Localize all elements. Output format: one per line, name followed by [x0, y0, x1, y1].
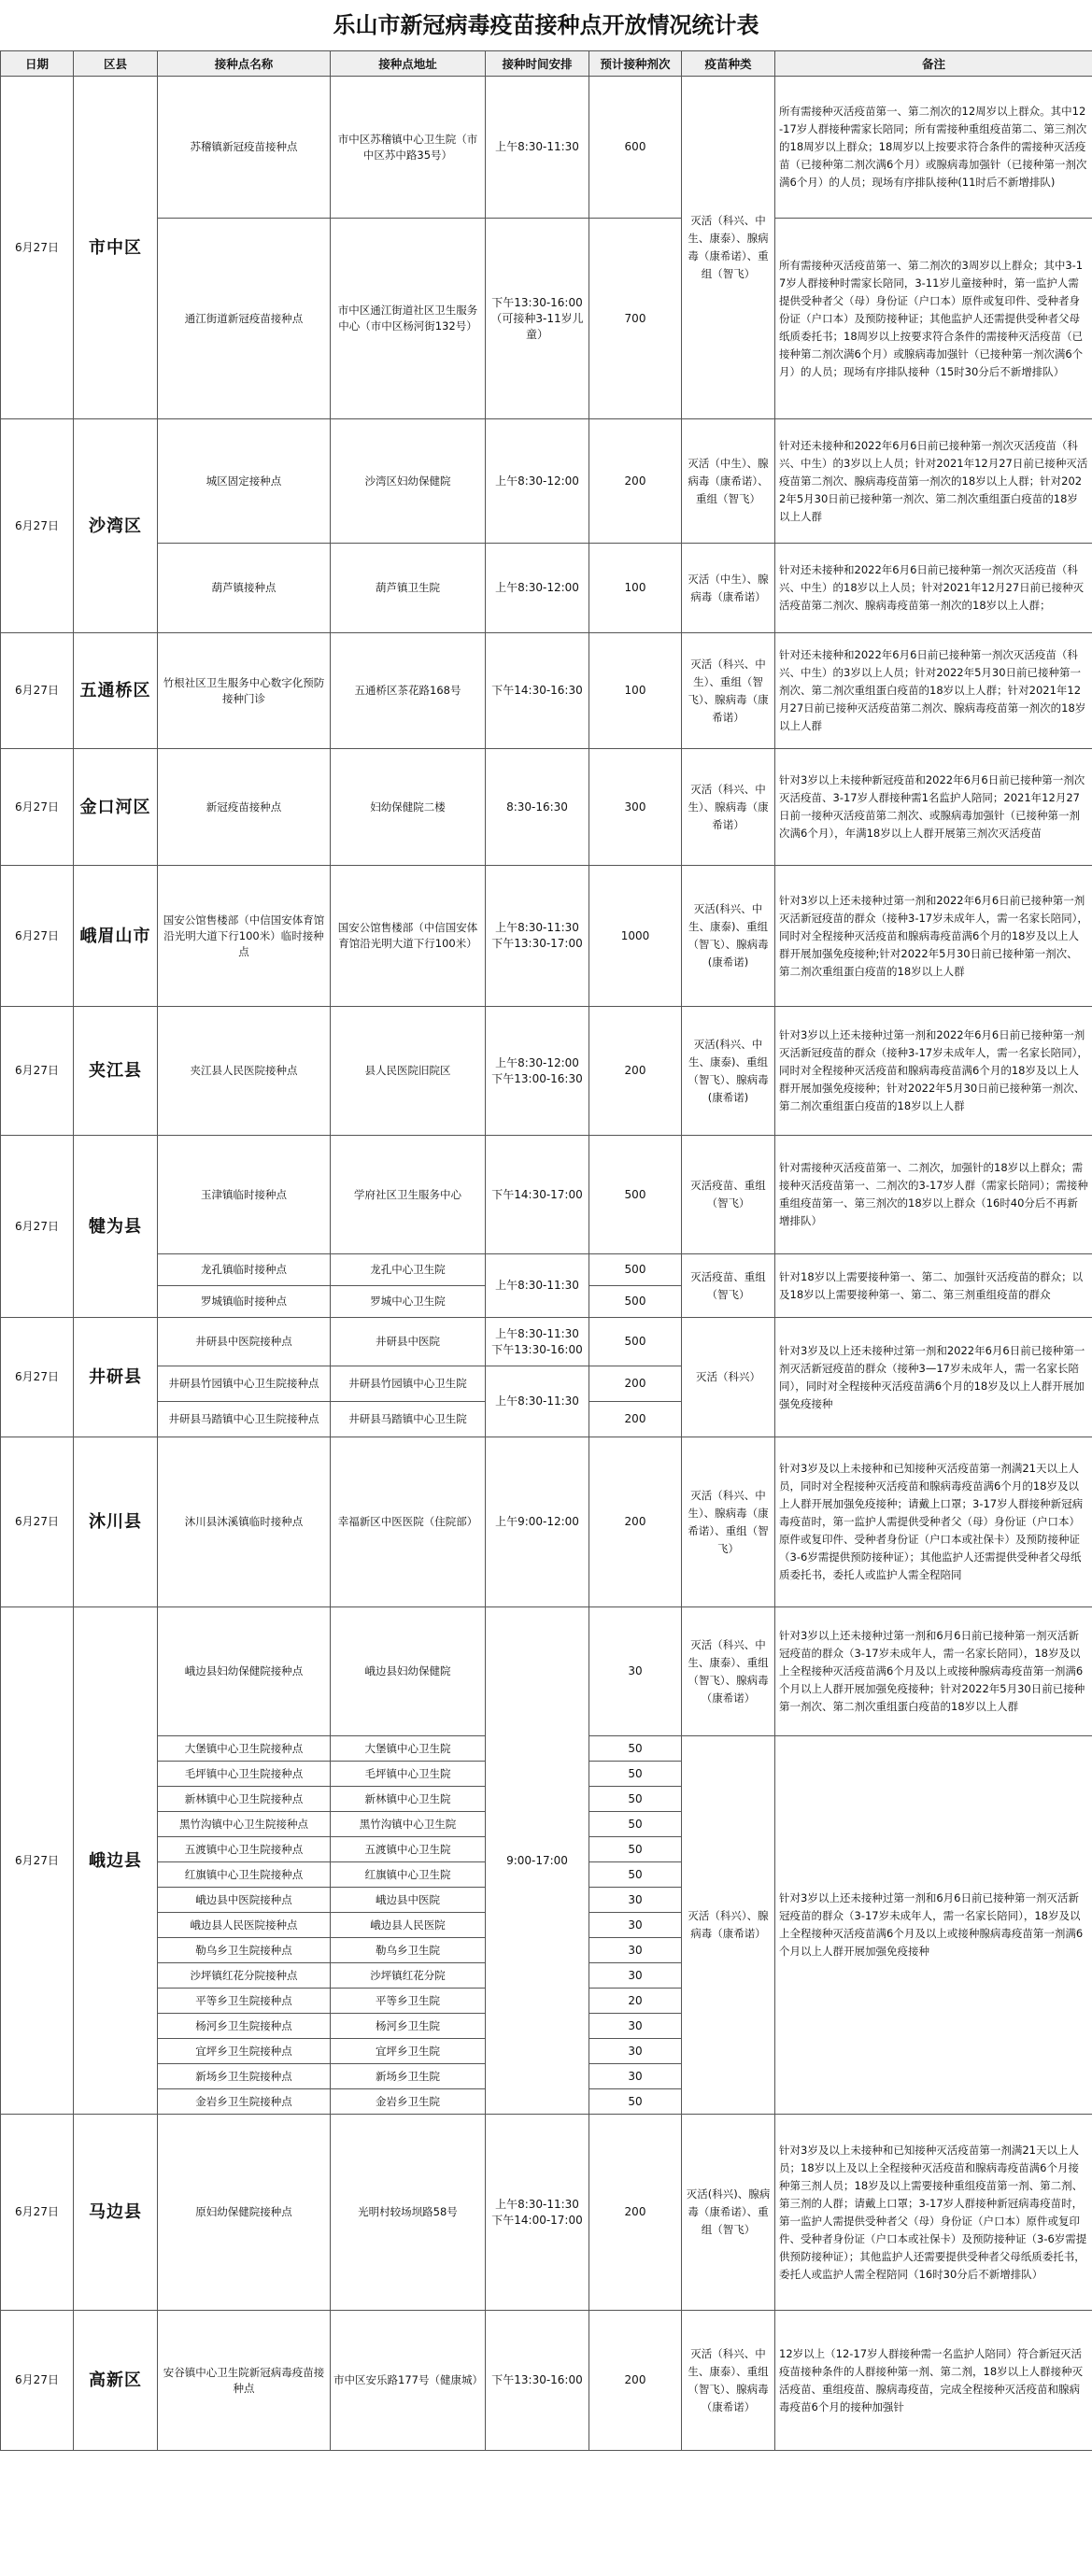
header-date: 日期 [1, 51, 74, 77]
vaccination-table [0, 50, 1092, 2451]
site-address: 市中区通江街道社区卫生服务中心（市中区杨河街132号） [331, 219, 486, 419]
header-site-name: 接种点名称 [158, 51, 331, 77]
site-address: 葫芦镇卫生院 [331, 544, 486, 633]
site-address: 峨边县妇幼保健院 [331, 1607, 486, 1736]
site-doses: 500 [589, 1286, 682, 1318]
date-cell: 6月27日 [1, 1437, 74, 1607]
district-mabian: 马边县 [74, 2115, 158, 2311]
site-address: 红旗镇中心卫生院 [331, 1862, 486, 1888]
date-cell: 6月27日 [1, 1607, 74, 2115]
site-address: 井研县马踏镇中心卫生院 [331, 1402, 486, 1437]
header-doses: 预计接种剂次 [589, 51, 682, 77]
site-time: 上午8:30-12:00 [486, 419, 589, 544]
site-note: 针对3岁以上未接种新冠疫苗和2022年6月6日前已接种第一剂次灭活疫苗、3-17岁人群接种需1名监护人陪同；2021年12月27日前一接种灭活疫苗第二剂次、或腺病毒加强针（已接种第一剂次满6个月），年满18岁以上人群开展第三剂次灭活疫苗 [775, 749, 1092, 866]
site-address: 市中区安乐路177号（健康城） [331, 2311, 486, 2451]
district-shawan: 沙湾区 [74, 419, 158, 633]
site-doses: 50 [589, 1837, 682, 1862]
site-address: 勒乌乡卫生院 [331, 1938, 486, 1963]
site-doses: 100 [589, 544, 682, 633]
district-jiajiang: 夹江县 [74, 1007, 158, 1136]
site-doses: 200 [589, 1366, 682, 1402]
site-name: 井研县竹园镇中心卫生院接种点 [158, 1366, 331, 1402]
table-row [1, 1254, 1092, 1286]
site-address: 峨边县中医院 [331, 1888, 486, 1913]
site-address: 市中区苏稽镇中心卫生院（市中区苏中路35号） [331, 77, 486, 219]
vaccine-type: 灭活疫苗、重组（智飞） [682, 1254, 775, 1318]
district-gaoxin: 高新区 [74, 2311, 158, 2451]
vaccine-type: 灭活（科兴）、腺病毒（康希诺） [682, 1736, 775, 2115]
site-doses: 30 [589, 2039, 682, 2064]
site-name: 竹根社区卫生服务中心数字化预防接种门诊 [158, 633, 331, 749]
site-name: 红旗镇中心卫生院接种点 [158, 1862, 331, 1888]
date-cell: 6月27日 [1, 749, 74, 866]
site-doses: 30 [589, 1938, 682, 1963]
site-doses: 30 [589, 2064, 682, 2089]
table-row [1, 2311, 1092, 2451]
table-row [1, 1318, 1092, 1366]
site-note: 针对3岁以上还未接种过第一剂和6月6日前已接种第一剂灭活新冠疫苗的群众（3-17岁未成年人，需一名家长陪同），18岁及以上全程接种灭活疫苗满6个月及以上或接种腺病毒疫苗第一剂满6个月以上人群开展加强免疫接种；针对2022年5月30日前已接种第一剂次、第二剂次重组蛋白疫苗的18岁以上人群 [775, 1607, 1092, 1736]
date-cell: 6月27日 [1, 866, 74, 1007]
site-note: 针对18岁以上需要接种第一、第二、加强针灭活疫苗的群众；以及18岁以上需要接种第一、第二、第三剂重组疫苗的群众 [775, 1254, 1092, 1318]
site-name: 峨边县人民医院接种点 [158, 1913, 331, 1938]
vaccine-type: 灭活（科兴、中生、康泰）、重组（智飞）、腺病毒（康希诺） [682, 1607, 775, 1736]
site-time: 上午8:30-11:30 下午14:00-17:00 [486, 2115, 589, 2311]
site-note: 针对3岁及以上还未接种过第一剂和2022年6月6日前已接种第一剂灭活新冠疫苗的群众（接种3—17岁未成年人，需一名家长陪同），同时对全程接种灭活疫苗满6个月的18岁及以上人群开展加强免疫接种 [775, 1318, 1092, 1437]
site-time: 下午13:30-16:00 [486, 2311, 589, 2451]
vaccine-type: 灭活(科兴、中生、康泰)、重组（智飞）、腺病毒(康希诺) [682, 866, 775, 1007]
date-cell: 6月27日 [1, 2115, 74, 2311]
site-address: 宜坪乡卫生院 [331, 2039, 486, 2064]
site-time: 上午8:30-11:30 [486, 1366, 589, 1437]
site-name: 罗城镇临时接种点 [158, 1286, 331, 1318]
vaccine-type: 灭活（科兴、中生、康泰）、重组（智飞）、腺病毒（康希诺） [682, 2311, 775, 2451]
site-name: 安谷镇中心卫生院新冠病毒疫苗接种点 [158, 2311, 331, 2451]
site-address: 井研县中医院 [331, 1318, 486, 1366]
site-doses: 700 [589, 219, 682, 419]
site-address: 黑竹沟镇中心卫生院 [331, 1812, 486, 1837]
site-name: 新场乡卫生院接种点 [158, 2064, 331, 2089]
site-name: 井研县中医院接种点 [158, 1318, 331, 1366]
site-note: 针对3岁以上还未接种过第一剂和2022年6月6日前已接种第一剂灭活新冠疫苗的群众（接种3-17岁未成年人，需一名家长陪同），同时对全程接种灭活疫苗和腺病毒疫苗满6个月的18岁及以上人群开展加强免疫接种;针对2022年5月30日前已接种第一剂次、第二剂次重组蛋白疫苗的18岁以上人群 [775, 866, 1092, 1007]
vaccine-type: 灭活（科兴、中生）、腺病毒（康希诺）、重组（智飞） [682, 1437, 775, 1607]
site-note: 针对还未接种和2022年6月6日前已接种第一剂次灭活疫苗（科兴、中生）的3岁以上人员；针对2021年12月27日前已接种灭活疫苗第二剂次、腺病毒疫苗第一剂次的18岁以上人群；针对2022年5月30日前已接种第一剂次、第二剂次重组蛋白疫苗的18岁以上人群 [775, 419, 1092, 544]
site-address: 杨河乡卫生院 [331, 2014, 486, 2039]
site-address: 幸福新区中医医院（住院部） [331, 1437, 486, 1607]
site-note: 针对3岁及以上未接种和已知接种灭活疫苗第一剂满21天以上人员；18岁以上及以上全程接种灭活疫苗和腺病毒疫苗满6个月接种第三剂人员；18岁及以上需要接种重组疫苗第一剂、第二剂、第三剂的人群；请戴上口罩；3-17岁人群接种新冠病毒疫苗时，第一监护人需提供受种者父（母）身份证（户口本）原件或复印件、受种者身份证（户口本或社保卡）及预防接种证（3-6岁需提供预防接种证）；其他监护人还需要提供受种者父母纸质委托书，委托人或监护人需全程陪同（16时30分后不新增排队） [775, 2115, 1092, 2311]
site-doses: 200 [589, 2115, 682, 2311]
table-row [1, 419, 1092, 544]
site-address: 光明村较场坝路58号 [331, 2115, 486, 2311]
site-address: 五通桥区茶花路168号 [331, 633, 486, 749]
site-note: 针对3岁以上还未接种过第一剂和6月6日前已接种第一剂灭活新冠疫苗的群众（3-17岁未成年人，需一名家长陪同），18岁及以上全程接种灭活疫苗满6个月及以上或接种腺病毒疫苗第一剂满6个月以上人群开展加强免疫接种 [775, 1736, 1092, 2115]
site-doses: 200 [589, 2311, 682, 2451]
vaccine-type: 灭活疫苗、重组（智飞） [682, 1136, 775, 1254]
site-name: 五渡镇中心卫生院接种点 [158, 1837, 331, 1862]
table-row [1, 633, 1092, 749]
table-row [1, 2115, 1092, 2311]
site-doses: 500 [589, 1318, 682, 1366]
site-time: 上午8:30-12:00 [486, 544, 589, 633]
site-name: 葫芦镇接种点 [158, 544, 331, 633]
site-doses: 30 [589, 1963, 682, 1989]
site-address: 罗城中心卫生院 [331, 1286, 486, 1318]
site-doses: 200 [589, 1437, 682, 1607]
site-name: 杨河乡卫生院接种点 [158, 2014, 331, 2039]
site-address: 峨边县人民医院 [331, 1913, 486, 1938]
vaccine-type: 灭活（科兴、中生）、重组（智飞）、腺病毒（康希诺） [682, 633, 775, 749]
site-doses: 500 [589, 1254, 682, 1286]
site-name: 新冠疫苗接种点 [158, 749, 331, 866]
site-doses: 30 [589, 1913, 682, 1938]
site-note: 针对3岁及以上未接种和已知接种灭活疫苗第一剂满21天以上人员，同时对全程接种灭活疫苗和腺病毒疫苗满6个月的18岁及以上人群开展加强免疫接种；请戴上口罩；3-17岁人群接种新冠病毒疫苗时，第一监护人需提供受种者父（母）身份证（户口本）原件或复印件、受种者身份证（户口本或社保卡）及预防接种证（3-6岁需提供预防接种证）；其他监护人还需提供受种者父母纸质委托书，委托人或监护人需全程陪同 [775, 1437, 1092, 1607]
district-qianwei: 犍为县 [74, 1136, 158, 1318]
table-row [1, 219, 1092, 419]
site-doses: 200 [589, 419, 682, 544]
site-address: 平等乡卫生院 [331, 1989, 486, 2014]
date-cell: 6月27日 [1, 1007, 74, 1136]
site-name: 宜坪乡卫生院接种点 [158, 2039, 331, 2064]
site-address: 沙坪镇红花分院 [331, 1963, 486, 1989]
site-doses: 30 [589, 1607, 682, 1736]
site-address: 龙孔中心卫生院 [331, 1254, 486, 1286]
header-time: 接种时间安排 [486, 51, 589, 77]
site-address: 学府社区卫生服务中心 [331, 1136, 486, 1254]
site-name: 井研县马踏镇中心卫生院接种点 [158, 1402, 331, 1437]
date-cell: 6月27日 [1, 419, 74, 633]
site-name: 沐川县沐溪镇临时接种点 [158, 1437, 331, 1607]
site-name: 峨边县妇幼保健院接种点 [158, 1607, 331, 1736]
site-address: 井研县竹园镇中心卫生院 [331, 1366, 486, 1402]
site-doses: 1000 [589, 866, 682, 1007]
date-cell: 6月27日 [1, 1318, 74, 1437]
site-time: 上午9:00-12:00 [486, 1437, 589, 1607]
site-doses: 30 [589, 1888, 682, 1913]
site-name: 金岩乡卫生院接种点 [158, 2089, 331, 2115]
district-jinkouhe: 金口河区 [74, 749, 158, 866]
site-doses: 30 [589, 2014, 682, 2039]
page-title: 乐山市新冠病毒疫苗接种点开放情况统计表 [333, 12, 759, 38]
site-name: 龙孔镇临时接种点 [158, 1254, 331, 1286]
site-name: 夹江县人民医院接种点 [158, 1007, 331, 1136]
site-note: 所有需接种灭活疫苗第一、第二剂次的12周岁以上群众。其中12-17岁人群接种需家长陪同；所有需接种重组疫苗第二、第三剂次的18周岁以上群众；18周岁以上按要求符合条件的需接种灭活疫苗（已接种第二剂次满6个月）或腺病毒加强针（已接种第一剂次满6个月）的人员；现场有序排队接种(11时后不新增排队) [775, 77, 1092, 219]
site-note: 针对需接种灭活疫苗第一、二剂次，加强针的18岁以上群众；需接种灭活疫苗第一、二剂次的3-17岁人群（需家长陪同）；需接种重组疫苗第一、第三剂次的18岁以上群众（16时40分后不再新增排队） [775, 1136, 1092, 1254]
header-notes: 备注 [775, 51, 1092, 77]
site-name: 平等乡卫生院接种点 [158, 1989, 331, 2014]
table-row [1, 1607, 1092, 1736]
site-doses: 50 [589, 1762, 682, 1787]
table-row [1, 1136, 1092, 1254]
site-time: 下午14:30-17:00 [486, 1136, 589, 1254]
site-name: 苏稽镇新冠疫苗接种点 [158, 77, 331, 219]
site-address: 金岩乡卫生院 [331, 2089, 486, 2115]
site-name: 沙坪镇红花分院接种点 [158, 1963, 331, 1989]
date-cell: 6月27日 [1, 1136, 74, 1318]
district-jingyan: 井研县 [74, 1318, 158, 1437]
site-doses: 50 [589, 1787, 682, 1812]
site-time: 上午8:30-11:30 [486, 77, 589, 219]
site-doses: 200 [589, 1007, 682, 1136]
site-doses: 50 [589, 1862, 682, 1888]
header-district: 区县 [74, 51, 158, 77]
site-name: 城区固定接种点 [158, 419, 331, 544]
site-time: 上午8:30-12:00 下午13:00-16:30 [486, 1007, 589, 1136]
site-address: 沙湾区妇幼保健院 [331, 419, 486, 544]
site-doses: 50 [589, 1736, 682, 1762]
site-time: 下午14:30-16:30 [486, 633, 589, 749]
site-name: 通江街道新冠疫苗接种点 [158, 219, 331, 419]
site-address: 大堡镇中心卫生院 [331, 1736, 486, 1762]
header-row [1, 51, 1092, 77]
vaccine-type: 灭活（中生）、腺病毒（康希诺） [682, 544, 775, 633]
site-doses: 50 [589, 1812, 682, 1837]
site-note: 针对3岁以上还未接种过第一剂和2022年6月6日前已接种第一剂灭活新冠疫苗的群众（接种3-17岁未成年人，需一名家长陪同），同时对全程接种灭活疫苗和腺病毒疫苗满6个月的18岁及以上人群开展加强免疫接种；针对2022年5月30日前已接种第一剂次、第二剂次重组蛋白疫苗的18岁以上人群 [775, 1007, 1092, 1136]
table-row [1, 544, 1092, 633]
site-doses: 20 [589, 1989, 682, 2014]
vaccine-type: 灭活（中生）、腺病毒（康希诺）、重组（智飞） [682, 419, 775, 544]
site-note: 12岁以上（12-17岁人群接种需一名监护人陪同）符合新冠灭活疫苗接种条件的人群接种第一剂、第二剂，18岁以上人群接种灭活疫苗、重组疫苗、腺病毒疫苗，完成全程接种灭活疫苗和腺病毒疫苗6个月的接种加强针 [775, 2311, 1092, 2451]
site-note: 所有需接种灭活疫苗第一、第二剂次的3周岁以上群众；其中3-17岁人群接种时需家长陪同，3-11岁儿童接种时，第一监护人需提供受种者父（母）身份证（户口本）原件或复印件、受种者身份证（户口本）及预防接种证；其他监护人还需提供受种者父母纸质委托书；18周岁以上按要求符合条件的需接种灭活疫苗（已接种第二剂次满6个月）或腺病毒加强针（已接种第一剂次满6个月）的人员；现场有序排队接种（15时30分后不新增排队） [775, 219, 1092, 419]
vaccine-type: 灭活（科兴、中生、康泰）、腺病毒（康希诺）、重组（智飞） [682, 77, 775, 419]
header-vaccine: 疫苗种类 [682, 51, 775, 77]
table-row [1, 866, 1092, 1007]
site-name: 峨边县中医院接种点 [158, 1888, 331, 1913]
site-address: 国安公馆售楼部（中信国安体育馆沿光明大道下行100米） [331, 866, 486, 1007]
district-muchuan: 沐川县 [74, 1437, 158, 1607]
site-time: 下午13:30-16:00（可接种3-11岁儿童） [486, 219, 589, 419]
date-cell: 6月27日 [1, 2311, 74, 2451]
header-site-address: 接种点地址 [331, 51, 486, 77]
district-wutongqiao: 五通桥区 [74, 633, 158, 749]
vaccine-type: 灭活（科兴） [682, 1318, 775, 1437]
site-name: 毛坪镇中心卫生院接种点 [158, 1762, 331, 1787]
site-doses: 600 [589, 77, 682, 219]
site-name: 玉津镇临时接种点 [158, 1136, 331, 1254]
site-name: 新林镇中心卫生院接种点 [158, 1787, 331, 1812]
site-doses: 50 [589, 2089, 682, 2115]
site-doses: 100 [589, 633, 682, 749]
vaccine-type: 灭活（科兴、中生）、腺病毒（康希诺） [682, 749, 775, 866]
site-doses: 300 [589, 749, 682, 866]
district-ebian: 峨边县 [74, 1607, 158, 2115]
site-doses: 200 [589, 1402, 682, 1437]
site-time: 上午8:30-11:30 下午13:30-17:00 [486, 866, 589, 1007]
site-name: 黑竹沟镇中心卫生院接种点 [158, 1812, 331, 1837]
site-doses: 500 [589, 1136, 682, 1254]
site-address: 五渡镇中心卫生院 [331, 1837, 486, 1862]
site-time: 上午8:30-11:30 下午13:30-16:00 [486, 1318, 589, 1366]
site-name: 国安公馆售楼部（中信国安体育馆沿光明大道下行100米）临时接种点 [158, 866, 331, 1007]
site-note: 针对还未接种和2022年6月6日前已接种第一剂次灭活疫苗（科兴、中生）的3岁以上人员；针对2022年5月30日前已接种第一剂次、第二剂次重组蛋白疫苗的18岁以上人群；针对2021年12月27日前已接种灭活疫苗第二剂次、腺病毒疫苗第一剂次的18岁以上人群 [775, 633, 1092, 749]
site-address: 县人民医院旧院区 [331, 1007, 486, 1136]
site-address: 新场乡卫生院 [331, 2064, 486, 2089]
date-cell: 6月27日 [1, 77, 74, 419]
district-emeishan: 峨眉山市 [74, 866, 158, 1007]
site-address: 妇幼保健院二楼 [331, 749, 486, 866]
site-note: 针对还未接种和2022年6月6日前已接种第一剂次灭活疫苗（科兴、中生）的18岁以上人员；针对2021年12月27日前已接种灭活疫苗第二剂次、腺病毒疫苗第一剂次的18岁以上人群； [775, 544, 1092, 633]
vaccine-type: 灭活(科兴、中生、康泰)、重组（智飞）、腺病毒(康希诺) [682, 1007, 775, 1136]
site-time: 8:30-16:30 [486, 749, 589, 866]
table-row [1, 77, 1092, 219]
site-address: 毛坪镇中心卫生院 [331, 1762, 486, 1787]
site-name: 大堡镇中心卫生院接种点 [158, 1736, 331, 1762]
table-row [1, 749, 1092, 866]
district-shizhong: 市中区 [74, 77, 158, 419]
table-row [1, 1007, 1092, 1136]
site-name: 原妇幼保健院接种点 [158, 2115, 331, 2311]
site-name: 勒乌乡卫生院接种点 [158, 1938, 331, 1963]
vaccine-type: 灭活(科兴)、腺病毒（康希诺）、重组（智飞） [682, 2115, 775, 2311]
date-cell: 6月27日 [1, 633, 74, 749]
site-time: 上午8:30-11:30 [486, 1254, 589, 1318]
site-address: 新林镇中心卫生院 [331, 1787, 486, 1812]
table-row [1, 1437, 1092, 1607]
site-time: 9:00-17:00 [486, 1607, 589, 2115]
